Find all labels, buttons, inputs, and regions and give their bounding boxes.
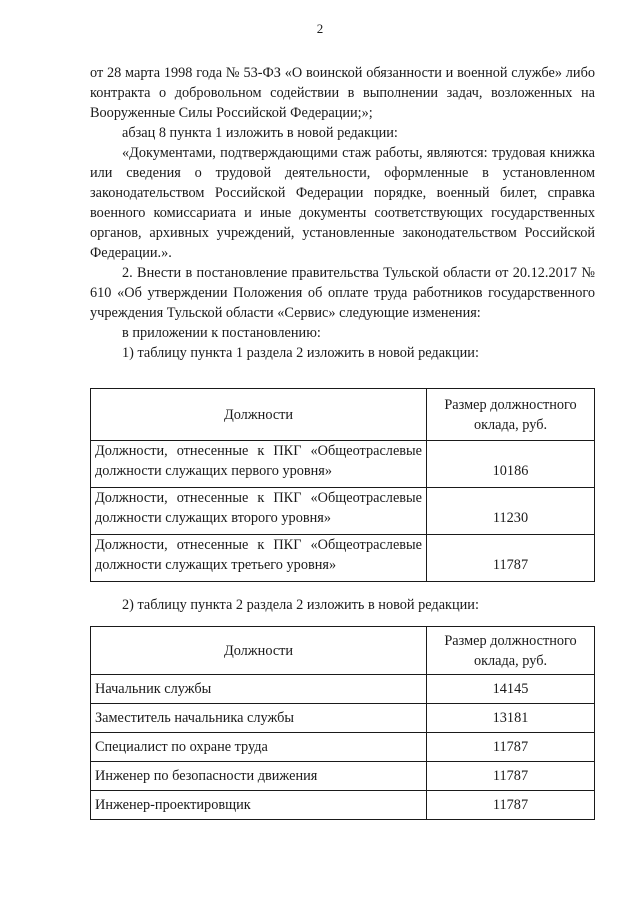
table-cell-position: Инженер по безопасности движения [91, 762, 427, 791]
table-cell-position: Начальник службы [91, 675, 427, 704]
paragraph-documents-quote: «Документами, подтверждающими стаж работы, являются: трудовая книжка или сведения о трудовой деятельности, оформленные в установленном законодательством Российской Федерации порядке, военный билет, справка военного комиссариата и иные документы соответствующих государственных органов, архивных учреждений, установленные законодательством Российской Федерации.». [90, 145, 595, 261]
table-header-row [91, 389, 595, 441]
table-header-position: Должности [91, 389, 427, 441]
table-header-position: Должности [91, 627, 427, 675]
table-cell-salary: 11787 [427, 762, 595, 791]
table-cell-position: Специалист по охране труда [91, 733, 427, 762]
paragraph-item-2: 2. Внести в постановление правительства Тульской области от 20.12.2017 № 610 «Об утверждении Положения об оплате труда работников государственного учреждения Тульской области «Сервис» следующие изменения: [90, 265, 595, 321]
table-cell-salary: 11230 [427, 488, 595, 535]
table-header-salary: Размер должностного оклада, руб. [427, 389, 595, 441]
paragraph-law-reference: от 28 марта 1998 года № 53-ФЗ «О воинской обязанности и военной службе» либо контракта о добровольном содействии в выполнении задач, возложенных на Вооруженные Силы Российской Федерации;»; [90, 65, 595, 121]
table-2-caption: 2) таблицу пункта 2 раздела 2 изложить в новой редакции: [122, 597, 479, 613]
table-row [91, 535, 595, 582]
table-header-salary: Размер должностного оклада, руб. [427, 627, 595, 675]
table-cell-salary: 10186 [427, 441, 595, 488]
table-cell-position: Заместитель начальника службы [91, 704, 427, 733]
table-cell-salary: 11787 [427, 791, 595, 820]
table-row [91, 791, 595, 820]
table-row [91, 441, 595, 488]
table-cell-position: Должности, отнесенные к ПКГ «Общеотраслевые должности служащих третьего уровня» [91, 535, 427, 582]
table-cell-salary: 14145 [427, 675, 595, 704]
table-row [91, 675, 595, 704]
table-header-row [91, 627, 595, 675]
table-row [91, 488, 595, 535]
table-cell-salary: 13181 [427, 704, 595, 733]
paragraph-table-1-caption: 1) таблицу пункта 1 раздела 2 изложить в новой редакции: [122, 345, 479, 361]
table-cell-salary: 11787 [427, 733, 595, 762]
table-cell-salary: 11787 [427, 535, 595, 582]
table-cell-position: Инженер-проектировщик [91, 791, 427, 820]
page-number: 2 [316, 21, 324, 36]
paragraph-appendix: в приложении к постановлению: [122, 325, 321, 341]
table-row [91, 704, 595, 733]
salary-table-1 [90, 388, 595, 582]
table-row [91, 762, 595, 791]
salary-table-2 [90, 626, 595, 820]
table-cell-position: Должности, отнесенные к ПКГ «Общеотраслевые должности служащих второго уровня» [91, 488, 427, 535]
body-text [90, 63, 595, 363]
table-row [91, 733, 595, 762]
paragraph-amend-instruction: абзац 8 пункта 1 изложить в новой редакции: [122, 125, 398, 141]
table-cell-position: Должности, отнесенные к ПКГ «Общеотраслевые должности служащих первого уровня» [91, 441, 427, 488]
